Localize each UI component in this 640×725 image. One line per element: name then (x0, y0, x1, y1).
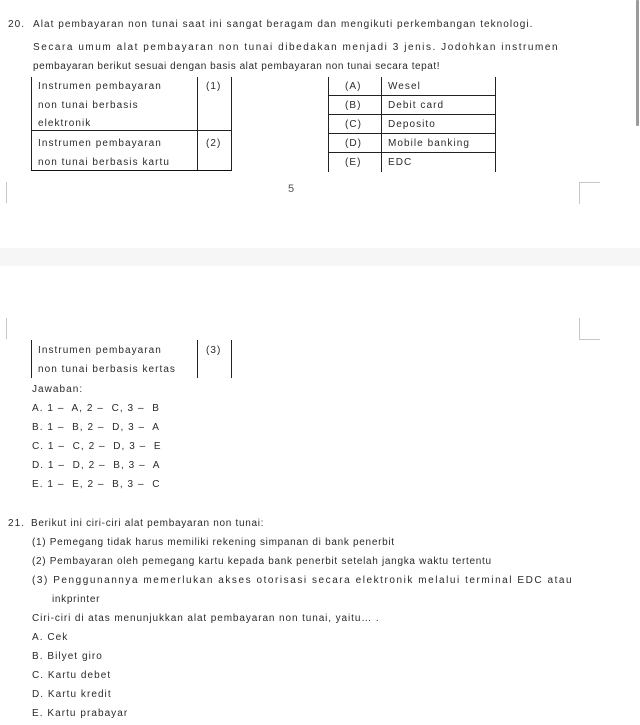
right-table-key-d: (D) (345, 138, 363, 149)
question-20-option-c[interactable]: C. 1 – C, 2 – D, 3 – E (32, 441, 162, 452)
question-21-option-c[interactable]: C. Kartu debet (32, 670, 112, 681)
question-20-number: 20. (8, 19, 26, 30)
question-21-item-3-continued: inkprinter (52, 594, 101, 605)
answer-label: Jawaban: (32, 384, 84, 395)
question-20-option-a[interactable]: A. 1 – A, 2 – C, 3 – B (32, 403, 160, 414)
right-table-value-c: Deposito (388, 119, 436, 130)
question-20-option-d[interactable]: D. 1 – D, 2 – B, 3 – A (32, 460, 161, 471)
question-20-line-3: pembayaran berikut sesuai dengan basis alat pembayaran non tunai secara tepat! (33, 61, 441, 72)
left-table-row-1-key: (1) (206, 81, 222, 92)
question-21-number: 21. (8, 518, 26, 529)
page-number: 5 (288, 183, 295, 195)
right-table-key-c: (C) (345, 119, 363, 130)
question-21-option-b[interactable]: B. Bilyet giro (32, 651, 103, 662)
question-20-line-1: Alat pembayaran non tunai saat ini sangat beragam dan mengikuti perkembangan teknologi. (33, 19, 534, 30)
right-table-value-d: Mobile banking (388, 138, 470, 149)
left-table-row-3-line-2: non tunai berbasis kertas (38, 364, 176, 375)
right-table-value-b: Debit card (388, 100, 445, 111)
left-table-row-2-key: (2) (206, 138, 222, 149)
question-20-option-e[interactable]: E. 1 – E, 2 – B, 3 – C (32, 479, 161, 490)
right-table-value-a: Wesel (388, 81, 421, 92)
left-table-row-3-key: (3) (206, 345, 222, 356)
question-21-intro: Berikut ini ciri-ciri alat pembayaran non tunai: (31, 518, 265, 529)
left-table-row-1-line-3: elektronik (38, 118, 92, 129)
left-table-row-2-line-1: Instrumen pembayaran (38, 138, 162, 149)
crop-mark-bottom-left (0, 182, 7, 203)
question-21-item-3: (3) Penggunannya memerlukan akses otorisasi secara elektronik melalui terminal EDC atau (32, 575, 574, 586)
left-table-row-1-line-2: non tunai berbasis (38, 100, 139, 111)
question-21-option-e[interactable]: E. Kartu prabayar (32, 708, 129, 719)
vertical-scrollbar[interactable] (636, 0, 639, 126)
question-20-option-b[interactable]: B. 1 – B, 2 – D, 3 – A (32, 422, 160, 433)
crop-mark-top-right (579, 318, 600, 340)
question-21-prompt: Ciri-ciri di atas menunjukkan alat pembayaran non tunai, yaitu… . (32, 613, 380, 624)
question-21-item-1: (1) Pemegang tidak harus memiliki rekening simpanan di bank penerbit (32, 537, 395, 548)
right-table-value-e: EDC (388, 157, 413, 168)
crop-mark-top-left (0, 318, 7, 339)
left-table-row-2-line-2: non tunai berbasis kartu (38, 157, 170, 168)
question-21-item-2: (2) Pembayaran oleh pemegang kartu kepada bank penerbit setelah jangka waktu tertentu (32, 556, 492, 567)
right-table-key-e: (E) (345, 157, 362, 168)
left-table-row-1-line-1: Instrumen pembayaran (38, 81, 162, 92)
crop-mark-bottom-right (579, 182, 600, 204)
left-table-row-3-line-1: Instrumen pembayaran (38, 345, 162, 356)
right-table-key-a: (A) (345, 81, 362, 92)
right-table-key-b: (B) (345, 100, 362, 111)
question-21-option-a[interactable]: A. Cek (32, 632, 69, 643)
page-break-gap (0, 248, 640, 266)
question-21-option-d[interactable]: D. Kartu kredit (32, 689, 112, 700)
question-20-line-2: Secara umum alat pembayaran non tunai dibedakan menjadi 3 jenis. Jodohkan instrumen (33, 42, 560, 53)
